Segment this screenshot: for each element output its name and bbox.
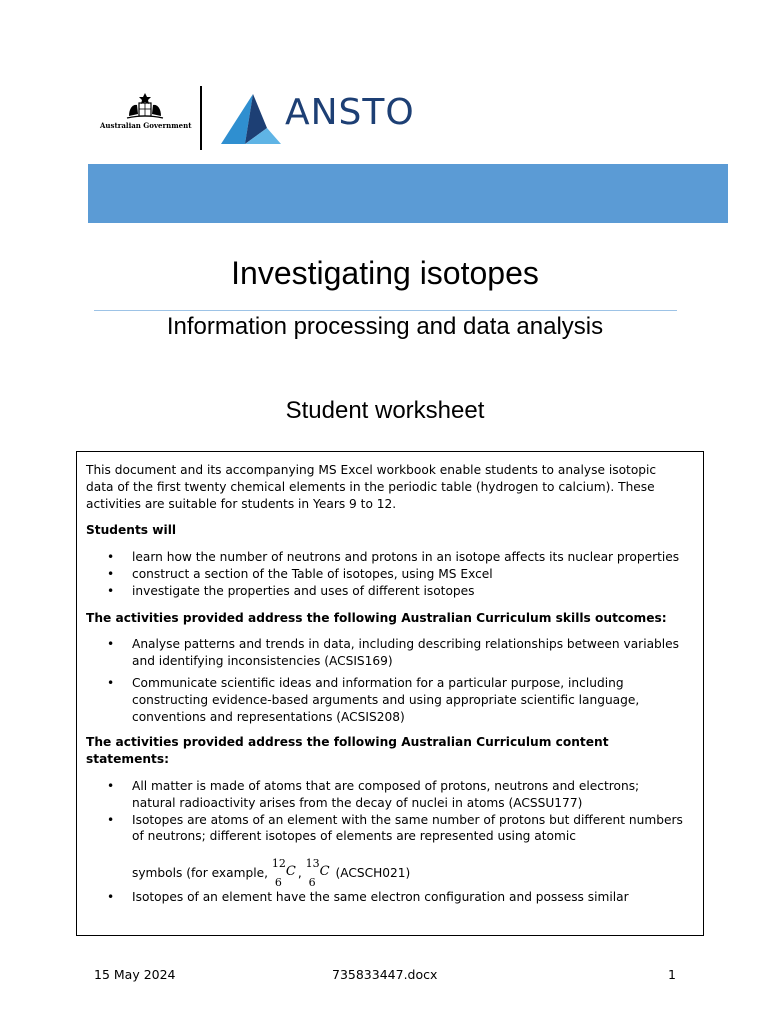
isotope-symbol-c12 [272, 859, 298, 889]
govt-label: Australian Government [100, 121, 192, 130]
list-item: • All matter is made of atoms that are composed of protons, neutrons and electrons; natural radioactivity arises from the decay of nuclei in atoms (ACSSU177) [86, 778, 686, 812]
worksheet-label: Student worksheet [285, 397, 485, 424]
list-item: • investigate the properties and uses of different isotopes [86, 583, 686, 600]
list-item: • Analyse patterns and trends in data, including describing relationships between variables and identifying inconsistencies (ACSIS169) [86, 636, 686, 670]
list-item [86, 812, 686, 890]
logo-divider [200, 86, 202, 150]
symbols-prefix: symbols (for example, [132, 866, 272, 881]
isotope-symbols-line [132, 859, 686, 889]
intro-paragraph: This document and its accompanying MS Excel workbook enable students to analyse isotopic data of the first twenty chemical elements in the periodic table (hydrogen to calcium). These activities are suitable for students in Years 9 to 12. [86, 463, 657, 511]
element-symbol: C [319, 864, 330, 880]
skills-list [86, 636, 686, 725]
list-item: • Isotopes of an element have the same electron configuration and possess similar [86, 889, 686, 906]
document-title: Investigating isotopes [231, 255, 539, 291]
logo-row [95, 86, 435, 150]
content-2-text: Isotopes are atoms of an element with the same number of protons but different numbers of neutrons; different isotopes of elements are represented using atomic [132, 812, 683, 844]
title-rule [94, 310, 677, 311]
brand-name: ANSTO [285, 92, 415, 133]
element-symbol: C [285, 864, 296, 880]
iso-separator: , [297, 866, 302, 881]
content-2-code: (ACSCH021) [335, 866, 411, 881]
content-heading: The activities provided address the following Australian Curriculum content statements: [86, 735, 609, 767]
document-subtitle: Information processing and data analysis [166, 313, 604, 340]
atomic-number: 6 [274, 876, 282, 890]
header-banner [88, 164, 728, 223]
mass-number: 12 [271, 857, 286, 871]
coat-of-arms-icon [123, 92, 167, 120]
skills-heading: The activities provided address the following Australian Curriculum skills outcomes: [86, 610, 667, 625]
footer-date: 15 May 2024 [94, 967, 176, 982]
content-list [86, 778, 686, 906]
summary-box [76, 451, 704, 936]
students-will-heading: Students will [86, 523, 177, 538]
ansto-logo-icon [219, 94, 283, 144]
list-item: • Communicate scientific ideas and information for a particular purpose, including constructing evidence-based arguments and using appropriate scientific language, conventions and representations (ACSIS208) [86, 675, 686, 725]
list-item: • learn how the number of neutrons and protons in an isotope affects its nuclear properties [86, 549, 686, 566]
footer-page-number: 1 [668, 967, 676, 982]
atomic-number: 6 [308, 876, 316, 890]
australian-government-crest [100, 92, 190, 130]
isotope-symbol-c13 [306, 859, 332, 889]
footer-filename: 735833447.docx [332, 967, 438, 982]
list-item: • construct a section of the Table of isotopes, using MS Excel [86, 566, 686, 583]
students-will-list [86, 549, 686, 599]
mass-number: 13 [305, 857, 320, 871]
